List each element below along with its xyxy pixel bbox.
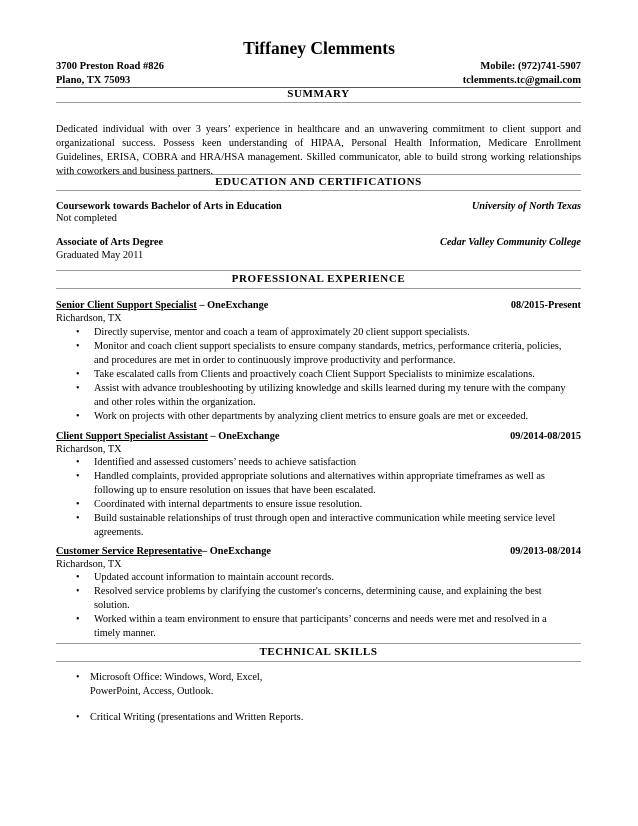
phone-number: Mobile: (972)741-5907: [480, 61, 581, 72]
address-line-1: 3700 Preston Road #826: [56, 61, 165, 72]
experience-heading: PROFESSIONAL EXPERIENCE: [231, 273, 406, 285]
list-item: • Coordinated with internal departments to ensure issue resolution.: [76, 499, 363, 510]
degree-status: Graduated May 2011: [56, 250, 144, 261]
job-bullets: [56, 456, 581, 540]
bullet-icon: •: [76, 513, 80, 524]
summary-line: Guidelines, ERISA, COBRA and HRA/HSA management. Skilled communicator, able to build strong working relationships: [56, 152, 581, 163]
job-location: Richardson, TX: [56, 559, 122, 570]
bullet-icon: •: [76, 471, 80, 482]
job-title: Client Support Specialist Assistant: [56, 431, 208, 442]
job-header: [56, 545, 581, 559]
company-name: OneExchange: [207, 300, 269, 311]
job-dates: 09/2014-08/2015: [510, 431, 581, 442]
divider-line: [56, 190, 581, 191]
divider-line: [56, 643, 581, 644]
summary-heading: SUMMARY: [287, 88, 350, 100]
list-item: • Directly supervise, mentor and coach a team of approximately 20 client support specialists.: [76, 327, 470, 338]
divider-line: [56, 102, 581, 103]
bullet-icon: •: [76, 383, 80, 394]
email-address: tclemments.tc@gmail.com: [462, 75, 581, 86]
divider-line: [56, 288, 581, 289]
list-item: • Work on projects with other departments by analyzing client metrics to ensure goals are met or exceeded.: [76, 411, 529, 422]
job-header: [56, 430, 581, 444]
job-heading: [56, 430, 279, 444]
job-location: Richardson, TX: [56, 444, 122, 455]
bullet-icon: •: [76, 614, 80, 625]
divider-line: [56, 174, 581, 175]
degree-status: Not completed: [56, 213, 117, 224]
list-item: • Monitor and coach client support specialists to ensure company standards, metrics, performance criteria, policies, and procedures are met in order to continuously improve productivity and performance.: [76, 341, 562, 366]
job-separator: –: [207, 431, 219, 442]
bullet-icon: •: [76, 572, 80, 583]
contact-row-2: [56, 75, 581, 86]
bullet-icon: •: [76, 411, 80, 422]
degree-name: Associate of Arts Degree: [56, 237, 164, 248]
list-item: • Resolved service problems by clarifying the customer's concerns, determining cause, and explaining the best solution.: [76, 586, 542, 611]
list-item: • Microsoft Office: Windows, Word, Excel, PowerPoint, Access, Outlook.: [76, 672, 263, 697]
summary-line: with coworkers and business partners.: [56, 166, 213, 177]
education-heading: EDUCATION AND CERTIFICATIONS: [215, 176, 422, 188]
list-item: • Take escalated calls from Clients and proactively coach Client Support Specialists to minimize escalations.: [76, 369, 535, 380]
job-dates: 09/2013-08/2014: [510, 546, 581, 557]
company-name: OneExchange: [218, 431, 280, 442]
job-heading: [56, 545, 271, 559]
job-bullets: [56, 326, 581, 424]
job-dates: 08/2015-Present: [510, 300, 581, 311]
bullet-icon: •: [76, 712, 80, 723]
contact-row-1: [56, 61, 581, 72]
bullet-icon: •: [76, 457, 80, 468]
company-name: OneExchange: [209, 546, 271, 557]
job-separator: –: [202, 546, 210, 557]
job-bullets: [56, 571, 581, 641]
list-item: • Worked within a team environment to ensure that participants’ concerns and needs were met and resolved in a timely manner.: [76, 614, 547, 639]
skills-list: [56, 711, 581, 725]
degree-name: Coursework towards Bachelor of Arts in Education: [56, 201, 282, 212]
job-title: Customer Service Representative: [56, 546, 203, 557]
list-item: • Build sustainable relationships of trust through open and interactive communication while meeting service level agreements.: [76, 513, 556, 538]
bullet-icon: •: [76, 586, 80, 597]
divider-line: [56, 270, 581, 271]
education-entry: [56, 200, 581, 214]
list-item: • Assist with advance troubleshooting by utilizing knowledge and skills learned during my tenure with the company and other roles within the organization.: [76, 383, 566, 408]
divider-line: [56, 661, 581, 662]
list-item: • Updated account information to maintain account records.: [76, 572, 334, 583]
list-item: • Critical Writing (presentations and Written Reports.: [76, 712, 304, 723]
bullet-icon: •: [76, 327, 80, 338]
school-name: Cedar Valley Community College: [439, 237, 581, 248]
job-title: Senior Client Support Specialist: [56, 300, 197, 311]
skills-heading: TECHNICAL SKILLS: [259, 646, 378, 658]
school-name: University of North Texas: [471, 201, 581, 212]
job-header: [56, 299, 581, 313]
bullet-icon: •: [76, 672, 80, 683]
bullet-icon: •: [76, 341, 80, 352]
education-entry: [56, 236, 581, 250]
address-line-2: Plano, TX 75093: [56, 75, 131, 86]
skills-list: [56, 671, 581, 699]
summary-paragraph: [56, 123, 581, 179]
candidate-name: Tiffaney Clemments: [243, 38, 395, 58]
bullet-icon: •: [76, 369, 80, 380]
job-location: Richardson, TX: [56, 313, 122, 324]
bullet-icon: •: [76, 499, 80, 510]
job-heading: [56, 299, 268, 313]
summary-line: organizational success. Possess keen understanding of HIPAA, Personal Health Information, Medicare Enrollment: [56, 138, 581, 149]
summary-line: Dedicated individual with over 3 years’ experience in healthcare and an unwavering commitment to client support and: [56, 124, 581, 135]
list-item: • Identified and assessed customers’ needs to achieve satisfaction: [76, 457, 357, 468]
list-item: • Handled complaints, provided appropriate solutions and alternatives within appropriate timeframes as well as following up to ensure resolution on issues that have been escalated.: [76, 471, 545, 496]
job-separator: –: [196, 300, 208, 311]
